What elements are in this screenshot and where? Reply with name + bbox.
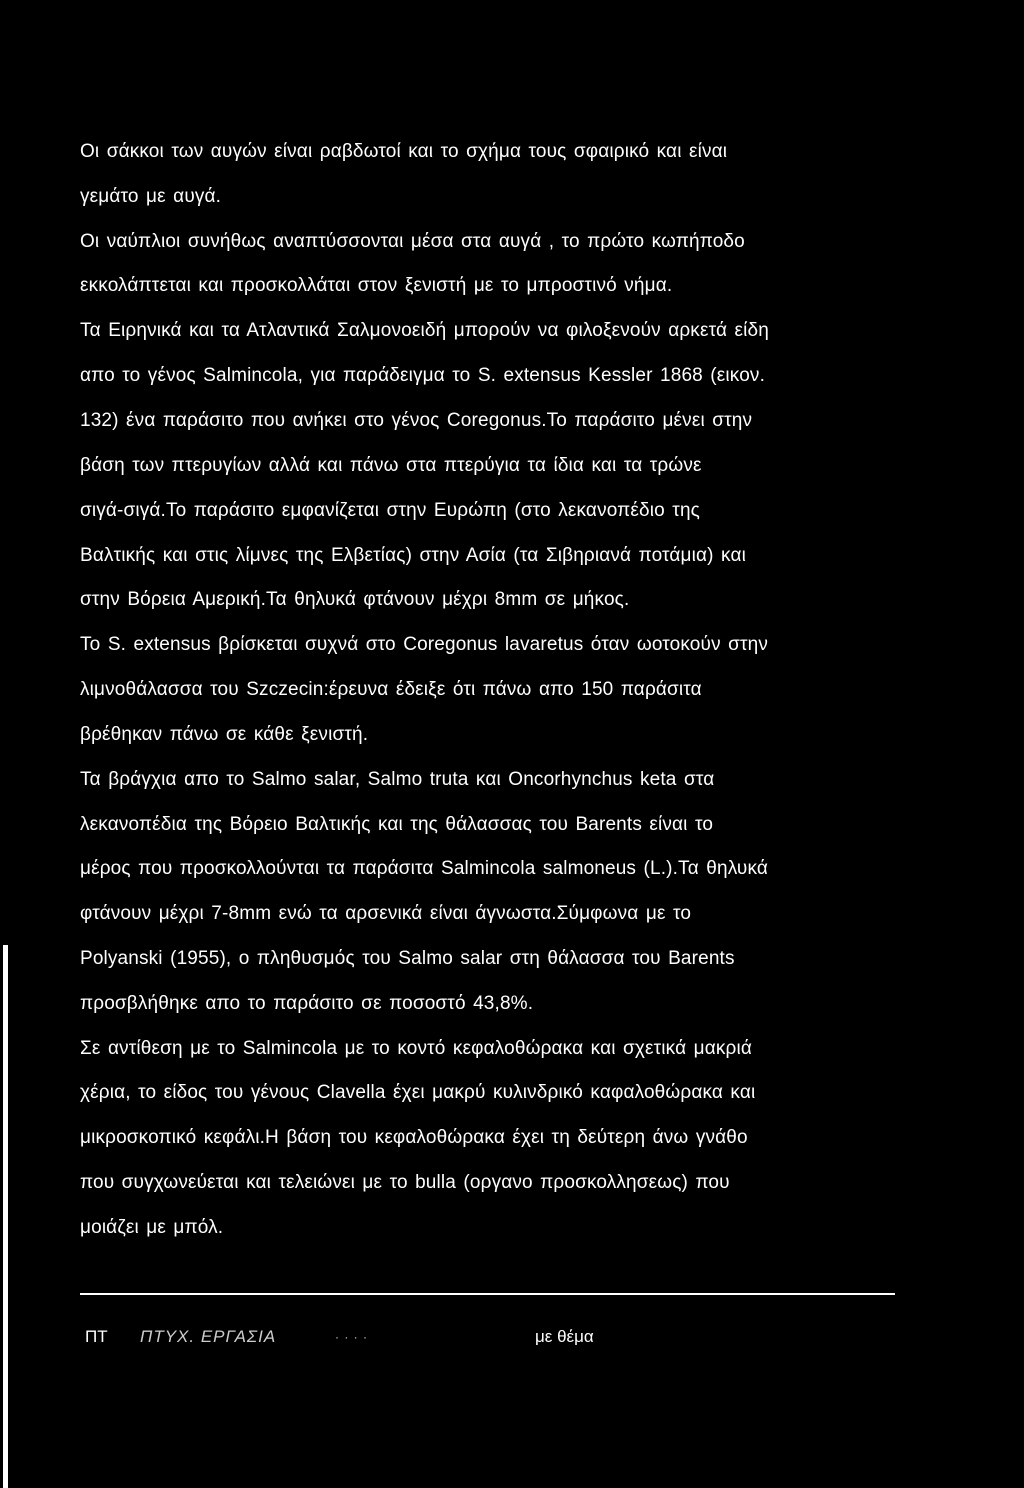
text-line: Polyanski (1955), ο πληθυσμός του Salmo salar στη θάλασσα του Barents <box>80 948 735 969</box>
text-line: στην Βόρεια Αμερική.Τα θηλυκά φτάνουν μέχρι 8mm σε μήκος. <box>80 589 630 610</box>
footer-mark: ΠΤ <box>85 1327 108 1346</box>
text-line: 132) ένα παράσιτο που ανήκει στο γένος Coregonus.Το παράσιτο μένει στην <box>80 410 753 431</box>
text-line: σιγά-σιγά.Το παράσιτο εμφανίζεται στην Ευρώπη (στο λεκανοπέδιο της <box>80 500 700 521</box>
text-line: που συγχωνεύεται και τελειώνει με το bulla (οργανο προσκολλησεως) που <box>80 1172 730 1193</box>
text-line: μέρος που προσκολλούνται τα παράσιτα Salmincola salmoneus (L.).Τα θηλυκά <box>80 858 768 879</box>
text-line: χέρια, το είδος του γένους Clavella έχει μακρύ κυλινδρικό καφαλοθώρακα και <box>80 1082 756 1103</box>
text-line: Το S. extensus βρίσκεται συχνά στο Coregonus lavaretus όταν ωοτοκούν στην <box>80 634 769 655</box>
footer-smudged-text: ΠΤΥΧ. ΕΡΓΑΣΙΑ <box>140 1327 277 1346</box>
text-line: εκκολάπτεται και προσκολλάται στον ξενιστή με το μπροστινό νήμα. <box>80 275 673 296</box>
text-line: Τα Ειρηνικά και τα Ατλαντικά Σαλμονοειδή μπορούν να φιλοξενούν αρκετά είδη <box>80 320 769 341</box>
text-line: Οι ναύπλιοι συνήθως αναπτύσσονται μέσα στα αυγά , το πρώτο κωπήποδο <box>80 231 745 252</box>
text-line: προσβλήθηκε απο το παράσιτο σε ποσοστό 43,8%. <box>80 993 534 1014</box>
text-line: μικροσκοπικό κεφάλι.Η βάση του κεφαλοθώρακα έχει τη δεύτερη άνω γνάθο <box>80 1127 748 1148</box>
text-line: απο το γένος Salmincola, για παράδειγμα το S. extensus Kessler 1868 (εικον. <box>80 365 765 386</box>
scan-edge-bar <box>3 945 8 1488</box>
text-line: βάση των πτερυγίων αλλά και πάνω στα πτερύγια τα ίδια και τα τρώνε <box>80 455 702 476</box>
text-line: Βαλτικής και στις λίμνες της Ελβετίας) στην Ασία (τα Σιβηριανά ποτάμια) και <box>80 545 746 566</box>
footer-smudged-mark: · · · · <box>335 1330 368 1344</box>
text-line: μοιάζει με μπόλ. <box>80 1217 224 1238</box>
text-line: Τα βράγχια απο το Salmo salar, Salmo truta και Oncorhynchus keta στα <box>80 769 715 790</box>
text-line: Σε αντίθεση με το Salmincola με το κοντό κεφαλοθώρακα και σχετικά μακριά <box>80 1038 752 1059</box>
footnote-rule <box>80 1293 895 1295</box>
text-line: Οι σάκκοι των αυγών είναι ραβδωτοί και το σχήμα τους σφαιρικό και είναι <box>80 141 728 162</box>
text-line: λιμνοθάλασσα του Szczecin:έρευνα έδειξε ότι πάνω απο 150 παράσιτα <box>80 679 702 700</box>
text-line: λεκανοπέδια της Βόρειο Βαλτικής και της θάλασσας του Barents είναι το <box>80 814 714 835</box>
footer-subject: με θέμα <box>535 1327 594 1346</box>
text-line: γεμάτο με αυγά. <box>80 186 222 207</box>
text-line: βρέθηκαν πάνω σε κάθε ξενιστή. <box>80 724 369 745</box>
text-line: φτάνουν μέχρι 7-8mm ενώ τα αρσενικά είναι άγνωστα.Σύμφωνα με το <box>80 903 692 924</box>
